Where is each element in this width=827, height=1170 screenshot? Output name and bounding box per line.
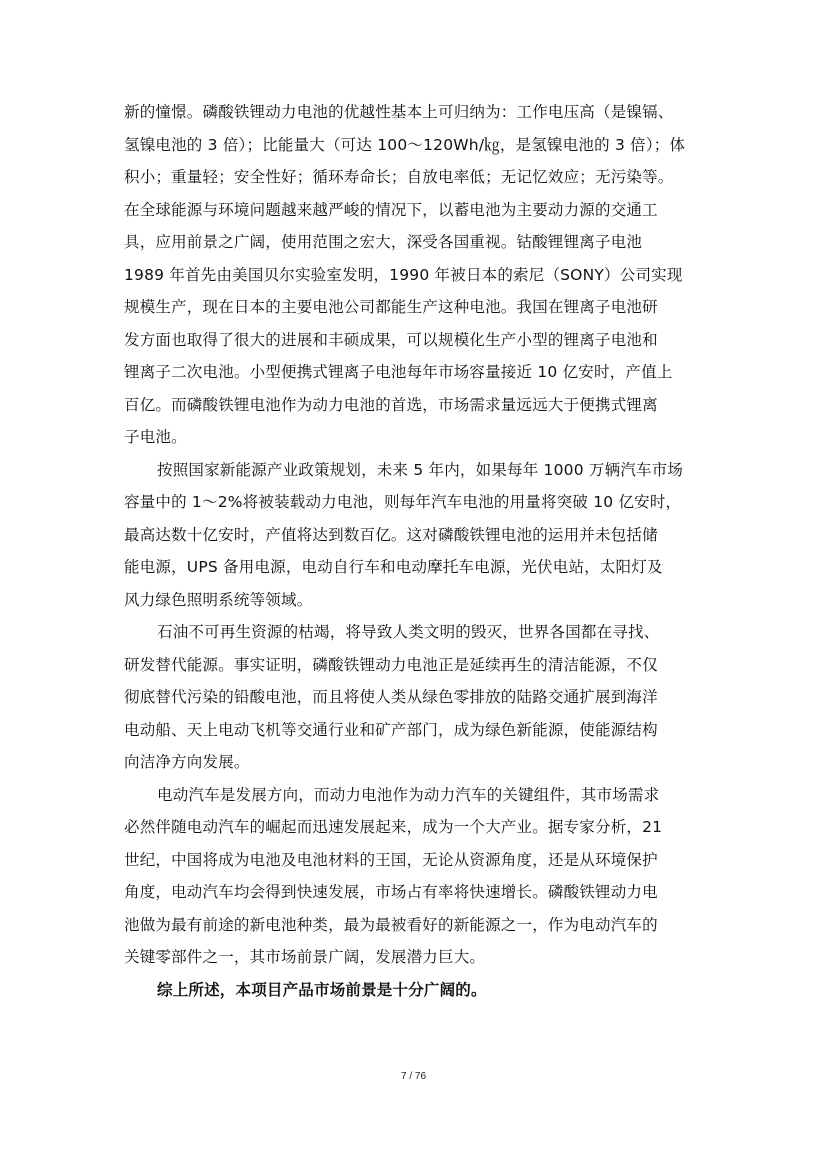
text-line: 1989 年首先由美国贝尔实验室发明，1990 年被日本的索尼（SONY）公司实现 bbox=[124, 265, 683, 284]
text-line: 发方面也取得了很大的进展和丰硕成果，可以规模化生产小型的锂离子电池和 bbox=[124, 330, 658, 349]
text-line: 彻底替代污染的铅酸电池，而且将使人类从绿色零排放的陆路交通扩展到海洋 bbox=[124, 688, 658, 706]
conclusion-line: 综上所述，本项目产品市场前景是十分广阔的。 bbox=[157, 980, 487, 999]
text-line: 电动船、天上电动飞机等交通行业和矿产部门，成为绿色新能源，使能源结构 bbox=[124, 720, 658, 739]
text-line: 最高达数十亿安时，产值将达到数百亿。这对磷酸铁锂电池的运用并未包括储 bbox=[124, 525, 658, 544]
paragraph-4 bbox=[124, 779, 709, 974]
text-line: 具，应用前景之广阔，使用范围之宏大，深受各国重视。钴酸锂锂离子电池 bbox=[124, 233, 643, 251]
text-line: 世纪，中国将成为电池及电池材料的王国，无论从资源角度，还是从环境保护 bbox=[124, 850, 658, 869]
text-line: 必然伴随电动汽车的崛起而迅速发展起来，成为一个大产业。据专家分析，21 bbox=[124, 818, 663, 836]
paragraph-2 bbox=[124, 454, 709, 617]
text-line: 容量中的 1～2%将被装载动力电池，则每年汽车电池的用量将突破 10 亿安时， bbox=[124, 493, 682, 511]
text-line: 锂离子二次电池。小型便携式锂离子电池每年市场容量接近 10 亿安时，产值上 bbox=[124, 363, 673, 381]
text-line: 电动汽车是发展方向，而动力电池作为动力汽车的关键组件，其市场需求 bbox=[157, 785, 660, 804]
text-line: 子电池。 bbox=[124, 428, 187, 446]
paragraph-1 bbox=[124, 96, 709, 454]
text-line: 积小；重量轻；安全性好；循环寿命长；自放电率低；无记忆效应；无污染等。 bbox=[124, 168, 674, 186]
text-line: 池做为最有前途的新电池种类，最为最被看好的新能源之一，作为电动汽车的 bbox=[124, 915, 658, 934]
text-line: 新的憧憬。磷酸铁锂动力电池的优越性基本上可归纳为：工作电压高（是镍镉、 bbox=[124, 103, 674, 121]
text-line: 百亿。而磷酸铁锂电池作为动力电池的首选，市场需求量远远大于便携式锂离 bbox=[124, 395, 658, 414]
paragraph-conclusion bbox=[124, 974, 709, 1007]
text-line: 风力绿色照明系统等领域。 bbox=[124, 590, 313, 609]
text-line: 石油不可再生资源的枯竭，将导致人类文明的毁灭，世界各国都在寻找、 bbox=[157, 623, 660, 641]
text-line: 向洁净方向发展。 bbox=[124, 753, 250, 771]
body-text bbox=[124, 96, 709, 1006]
text-line: 按照国家新能源产业政策规划，未来 5 年内，如果每年 1000 万辆汽车市场 bbox=[157, 460, 684, 479]
page-number: 7 / 76 bbox=[400, 1071, 427, 1082]
paragraph-3 bbox=[124, 616, 709, 779]
text-line: 在全球能源与环境问题越来越严峻的情况下，以蓄电池为主要动力源的交通工 bbox=[124, 200, 658, 219]
text-line: 氢镍电池的 3 倍）；比能量大（可达 100～120Wh/㎏，是氢镍电池的 3 倍）；体 bbox=[124, 135, 686, 154]
text-line: 关键零部件之一，其市场前景广阔，发展潜力巨大。 bbox=[124, 948, 486, 966]
text-line: 规模生产，现在日本的主要电池公司都能生产这种电池。我国在锂离子电池研 bbox=[124, 298, 658, 316]
text-line: 角度，电动汽车均会得到快速发展，市场占有率将快速增长。磷酸铁锂动力电 bbox=[124, 883, 658, 901]
text-line: 能电源，UPS 备用电源，电动自行车和电动摩托车电源，光伏电站，太阳灯及 bbox=[124, 558, 663, 576]
text-line: 研发替代能源。事实证明，磷酸铁锂动力电池正是延续再生的清洁能源，不仅 bbox=[124, 655, 658, 674]
